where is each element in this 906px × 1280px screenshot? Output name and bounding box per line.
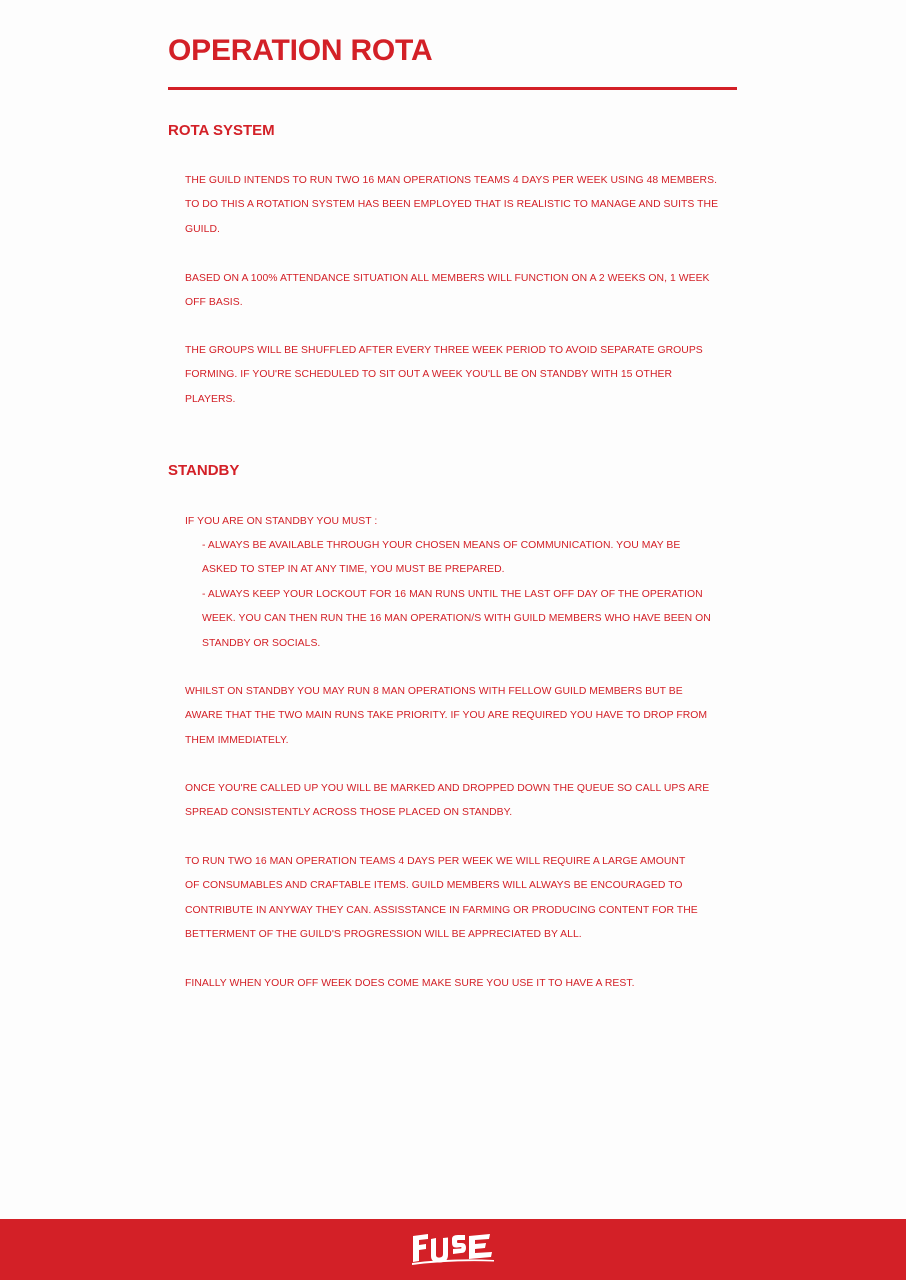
page-title: OPERATION ROTA	[168, 34, 433, 67]
text-line: - ALWAYS BE AVAILABLE THROUGH YOUR CHOSEN MEANS OF COMMUNICATION. YOU MAY BE	[202, 540, 681, 551]
text-line: ASKED TO STEP IN AT ANY TIME, YOU MUST BE PREPARED.	[202, 564, 505, 576]
text-line: BASED ON A 100% ATTENDANCE SITUATION ALL MEMBERS WILL FUNCTION ON A 2 WEEKS ON, 1 WEEK	[185, 273, 710, 284]
standby-paragraph-2	[185, 777, 745, 826]
standby-bullet-1	[202, 534, 742, 583]
section-heading-standby: STANDBY	[168, 462, 240, 479]
text-line: FINALLY WHEN YOUR OFF WEEK DOES COME MAKE SURE YOU USE IT TO HAVE A REST.	[185, 978, 635, 989]
rota-paragraph-3	[185, 339, 745, 412]
title-divider	[168, 87, 737, 90]
text-line: TO RUN TWO 16 MAN OPERATION TEAMS 4 DAYS PER WEEK WE WILL REQUIRE A LARGE AMOUNT	[185, 856, 686, 867]
text-line: THE GROUPS WILL BE SHUFFLED AFTER EVERY THREE WEEK PERIOD TO AVOID SEPARATE GROUPS	[185, 345, 703, 356]
standby-bullet-2	[202, 583, 742, 656]
text-line: SPREAD CONSISTENTLY ACROSS THOSE PLACED ON STANDBY.	[185, 807, 513, 819]
text-line: IF YOU ARE ON STANDBY YOU MUST :	[185, 516, 378, 527]
rota-paragraph-1	[185, 169, 745, 242]
rota-paragraph-2	[185, 267, 745, 316]
section-heading-rota-system: ROTA SYSTEM	[168, 122, 275, 139]
text-line: GUILD.	[185, 223, 220, 235]
text-line: OF CONSUMABLES AND CRAFTABLE ITEMS. GUILD MEMBERS WILL ALWAYS BE ENCOURAGED TO	[185, 880, 683, 892]
standby-paragraph-3	[185, 850, 745, 948]
text-line: PLAYERS.	[185, 393, 236, 405]
standby-intro	[185, 510, 745, 534]
text-line: OFF BASIS.	[185, 297, 243, 309]
text-line: ONCE YOU'RE CALLED UP YOU WILL BE MARKED AND DROPPED DOWN THE QUEUE SO CALL UPS ARE	[185, 783, 710, 794]
text-line: WHILST ON STANDBY YOU MAY RUN 8 MAN OPERATIONS WITH FELLOW GUILD MEMBERS BUT BE	[185, 686, 683, 697]
text-line: FORMING. IF YOU'RE SCHEDULED TO SIT OUT A WEEK YOU'LL BE ON STANDBY WITH 15 OTHER	[185, 369, 673, 381]
standby-paragraph-4	[185, 972, 745, 996]
text-line: STANDBY OR SOCIALS.	[202, 637, 321, 649]
text-line: CONTRIBUTE IN ANYWAY THEY CAN. ASSISSTANCE IN FARMING OR PRODUCING CONTENT FOR THE	[185, 904, 698, 916]
text-line: BETTERMENT OF THE GUILD'S PROGRESSION WILL BE APPRECIATED BY ALL.	[185, 929, 582, 941]
text-line: THEM IMMEDIATELY.	[185, 734, 289, 746]
text-line: - ALWAYS KEEP YOUR LOCKOUT FOR 16 MAN RUNS UNTIL THE LAST OFF DAY OF THE OPERATION	[202, 589, 703, 600]
standby-paragraph-1	[185, 680, 745, 753]
text-line: AWARE THAT THE TWO MAIN RUNS TAKE PRIORITY. IF YOU ARE REQUIRED YOU HAVE TO DROP FROM	[185, 710, 708, 722]
fuse-logo	[410, 1230, 496, 1266]
text-line: THE GUILD INTENDS TO RUN TWO 16 MAN OPERATIONS TEAMS 4 DAYS PER WEEK USING 48 MEMBERS.	[185, 175, 718, 186]
text-line: TO DO THIS A ROTATION SYSTEM HAS BEEN EMPLOYED THAT IS REALISTIC TO MANAGE AND SUITS THE	[185, 199, 719, 211]
text-line: WEEK. YOU CAN THEN RUN THE 16 MAN OPERATION/S WITH GUILD MEMBERS WHO HAVE BEEN ON	[202, 613, 711, 625]
